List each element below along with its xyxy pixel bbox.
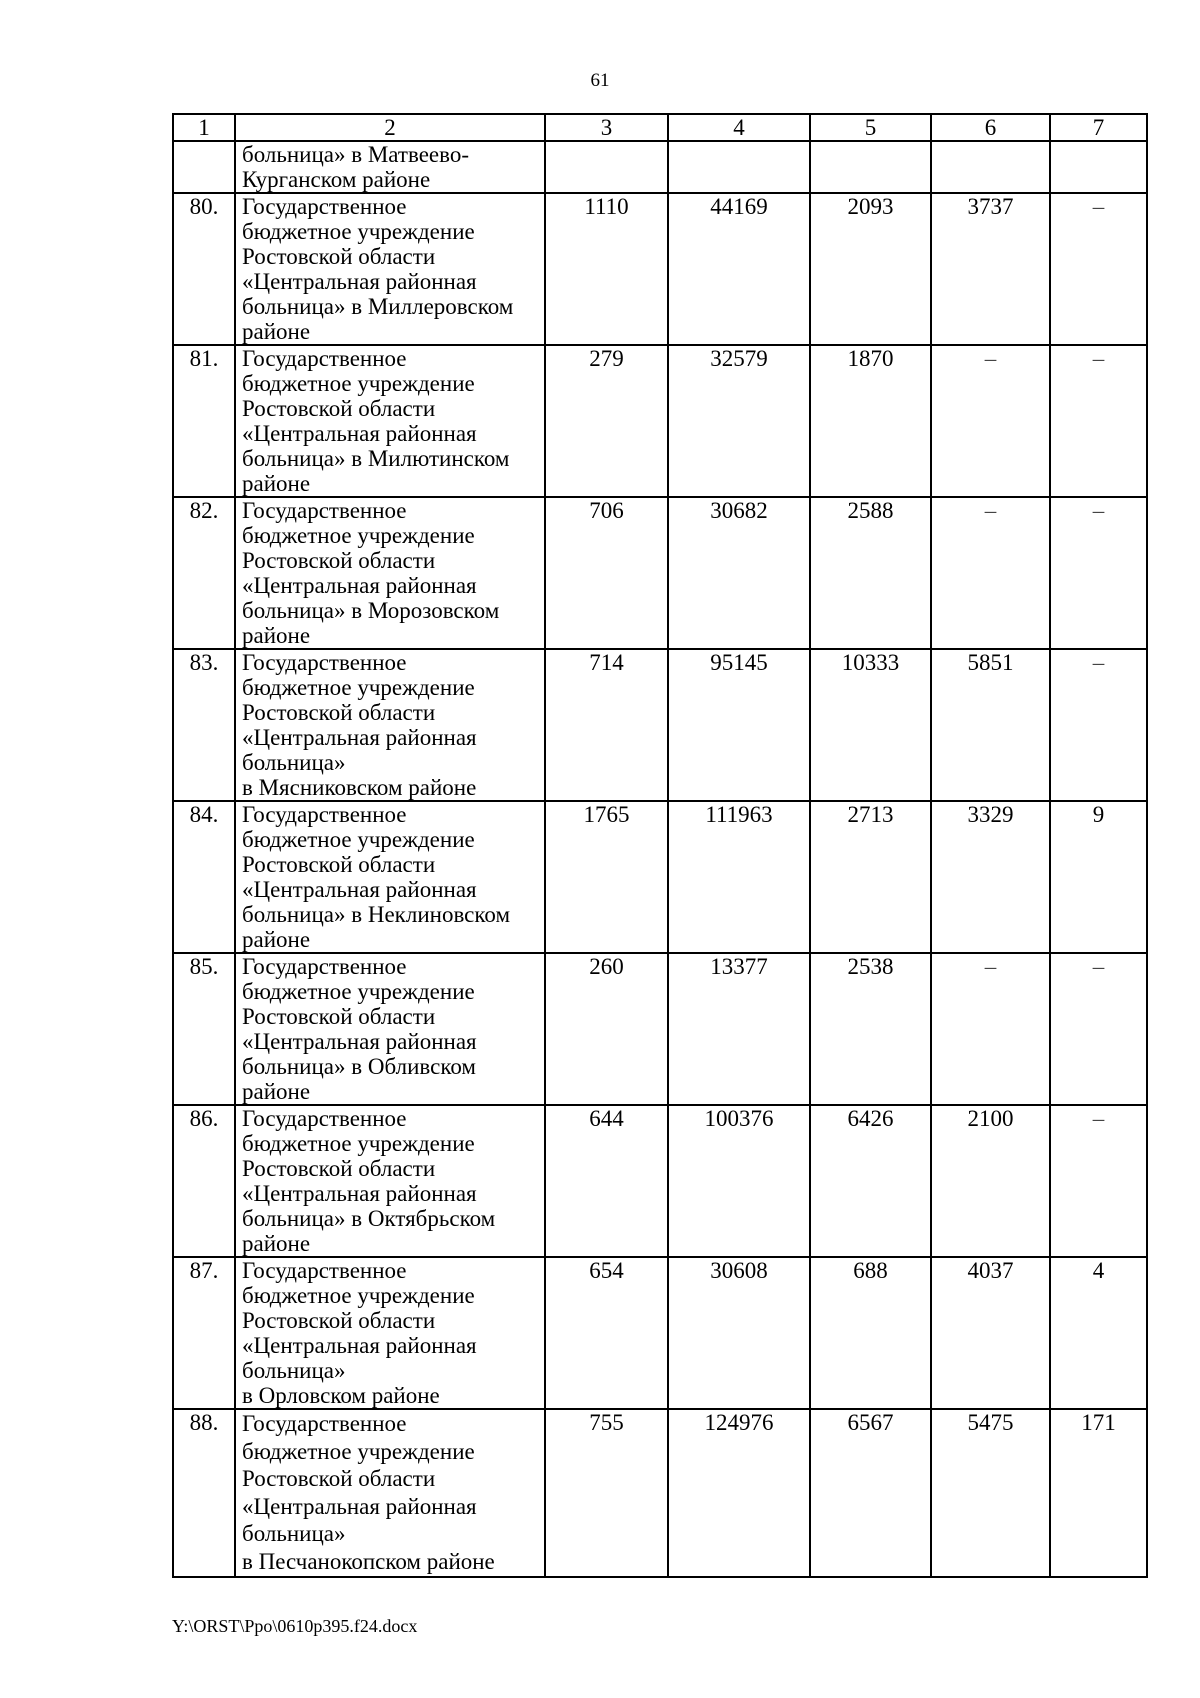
- cell-col3: 644: [545, 1105, 668, 1257]
- cell-col7: –: [1050, 345, 1147, 497]
- institution-name: Государственное бюджетное учреждение Ростовской области «Центральная районная больница» в Орловском районе: [235, 1257, 545, 1409]
- cell-col6: 2100: [931, 1105, 1050, 1257]
- cell-col4: 100376: [668, 1105, 810, 1257]
- table-row: [173, 649, 1147, 801]
- row-number: 80.: [173, 193, 235, 345]
- cell-col7: 171: [1050, 1409, 1147, 1577]
- cell-col5: [810, 141, 931, 193]
- institution-name: Государственное бюджетное учреждение Ростовской области «Центральная районная больница» в Неклиновском районе: [235, 801, 545, 953]
- cell-col5: 2538: [810, 953, 931, 1105]
- cell-col7: [1050, 141, 1147, 193]
- cell-col4: [668, 141, 810, 193]
- institution-name: Государственное бюджетное учреждение Ростовской области «Центральная районная больница» в Песчанокопском районе: [235, 1409, 545, 1577]
- data-table: [172, 113, 1148, 1578]
- column-header: 1: [173, 114, 235, 141]
- cell-col6: –: [931, 497, 1050, 649]
- row-number: 88.: [173, 1409, 235, 1577]
- institution-name: Государственное бюджетное учреждение Ростовской области «Центральная районная больница» в Морозовском районе: [235, 497, 545, 649]
- column-header: 5: [810, 114, 931, 141]
- cell-col7: –: [1050, 1105, 1147, 1257]
- cell-col5: 2093: [810, 193, 931, 345]
- cell-col4: 30682: [668, 497, 810, 649]
- cell-col7: 9: [1050, 801, 1147, 953]
- table-row: [173, 497, 1147, 649]
- row-number: 83.: [173, 649, 235, 801]
- cell-col3: 1765: [545, 801, 668, 953]
- institution-name: Государственное бюджетное учреждение Ростовской области «Центральная районная больница» в Милютинском районе: [235, 345, 545, 497]
- cell-col7: –: [1050, 953, 1147, 1105]
- cell-col7: –: [1050, 193, 1147, 345]
- cell-col3: 706: [545, 497, 668, 649]
- cell-col3: 279: [545, 345, 668, 497]
- cell-col5: 1870: [810, 345, 931, 497]
- institution-name: Государственное бюджетное учреждение Ростовской области «Центральная районная больница» в Октябрьском районе: [235, 1105, 545, 1257]
- row-number: 81.: [173, 345, 235, 497]
- cell-col7: –: [1050, 497, 1147, 649]
- institution-name: Государственное бюджетное учреждение Ростовской области «Центральная районная больница» в Обливском районе: [235, 953, 545, 1105]
- cell-col6: 5851: [931, 649, 1050, 801]
- row-number: 87.: [173, 1257, 235, 1409]
- cell-col7: –: [1050, 649, 1147, 801]
- row-number: 82.: [173, 497, 235, 649]
- column-header: 2: [235, 114, 545, 141]
- column-header: 3: [545, 114, 668, 141]
- cell-col4: 13377: [668, 953, 810, 1105]
- cell-col3: 260: [545, 953, 668, 1105]
- table-header-row: [173, 114, 1147, 141]
- page-number: 61: [590, 70, 610, 91]
- cell-col6: –: [931, 345, 1050, 497]
- cell-col3: 1110: [545, 193, 668, 345]
- column-header: 4: [668, 114, 810, 141]
- cell-col4: 32579: [668, 345, 810, 497]
- cell-col6: 4037: [931, 1257, 1050, 1409]
- table-row: [173, 1257, 1147, 1409]
- cell-col5: 2588: [810, 497, 931, 649]
- institution-name: Государственное бюджетное учреждение Ростовской области «Центральная районная больница» в Мясниковском районе: [235, 649, 545, 801]
- institution-name: Государственное бюджетное учреждение Ростовской области «Центральная районная больница» в Миллеровском районе: [235, 193, 545, 345]
- cell-col4: 124976: [668, 1409, 810, 1577]
- table-row: [173, 193, 1147, 345]
- cell-col3: [545, 141, 668, 193]
- table-row: [173, 345, 1147, 497]
- cell-col7: 4: [1050, 1257, 1147, 1409]
- row-number: 85.: [173, 953, 235, 1105]
- cell-col6: 3329: [931, 801, 1050, 953]
- row-number: [173, 141, 235, 193]
- cell-col4: 44169: [668, 193, 810, 345]
- cell-col3: 755: [545, 1409, 668, 1577]
- cell-col3: 654: [545, 1257, 668, 1409]
- row-number: 86.: [173, 1105, 235, 1257]
- cell-col4: 95145: [668, 649, 810, 801]
- cell-col5: 6426: [810, 1105, 931, 1257]
- table-row: [173, 1409, 1147, 1577]
- file-path-footer: Y:\ORST\Ppo\0610p395.f24.docx: [172, 1616, 418, 1636]
- cell-col4: 111963: [668, 801, 810, 953]
- cell-col6: 5475: [931, 1409, 1050, 1577]
- cell-col5: 688: [810, 1257, 931, 1409]
- row-number: 84.: [173, 801, 235, 953]
- cell-col3: 714: [545, 649, 668, 801]
- column-header: 6: [931, 114, 1050, 141]
- cell-col5: 6567: [810, 1409, 931, 1577]
- cell-col5: 2713: [810, 801, 931, 953]
- table-row: [173, 1105, 1147, 1257]
- table-row: [173, 801, 1147, 953]
- cell-col6: –: [931, 953, 1050, 1105]
- cell-col4: 30608: [668, 1257, 810, 1409]
- cell-col6: [931, 141, 1050, 193]
- table-row-continuation: [173, 141, 1147, 193]
- cell-col6: 3737: [931, 193, 1050, 345]
- institution-name: больница» в Матвеево- Курганском районе: [235, 141, 545, 193]
- cell-col5: 10333: [810, 649, 931, 801]
- table-row: [173, 953, 1147, 1105]
- column-header: 7: [1050, 114, 1147, 141]
